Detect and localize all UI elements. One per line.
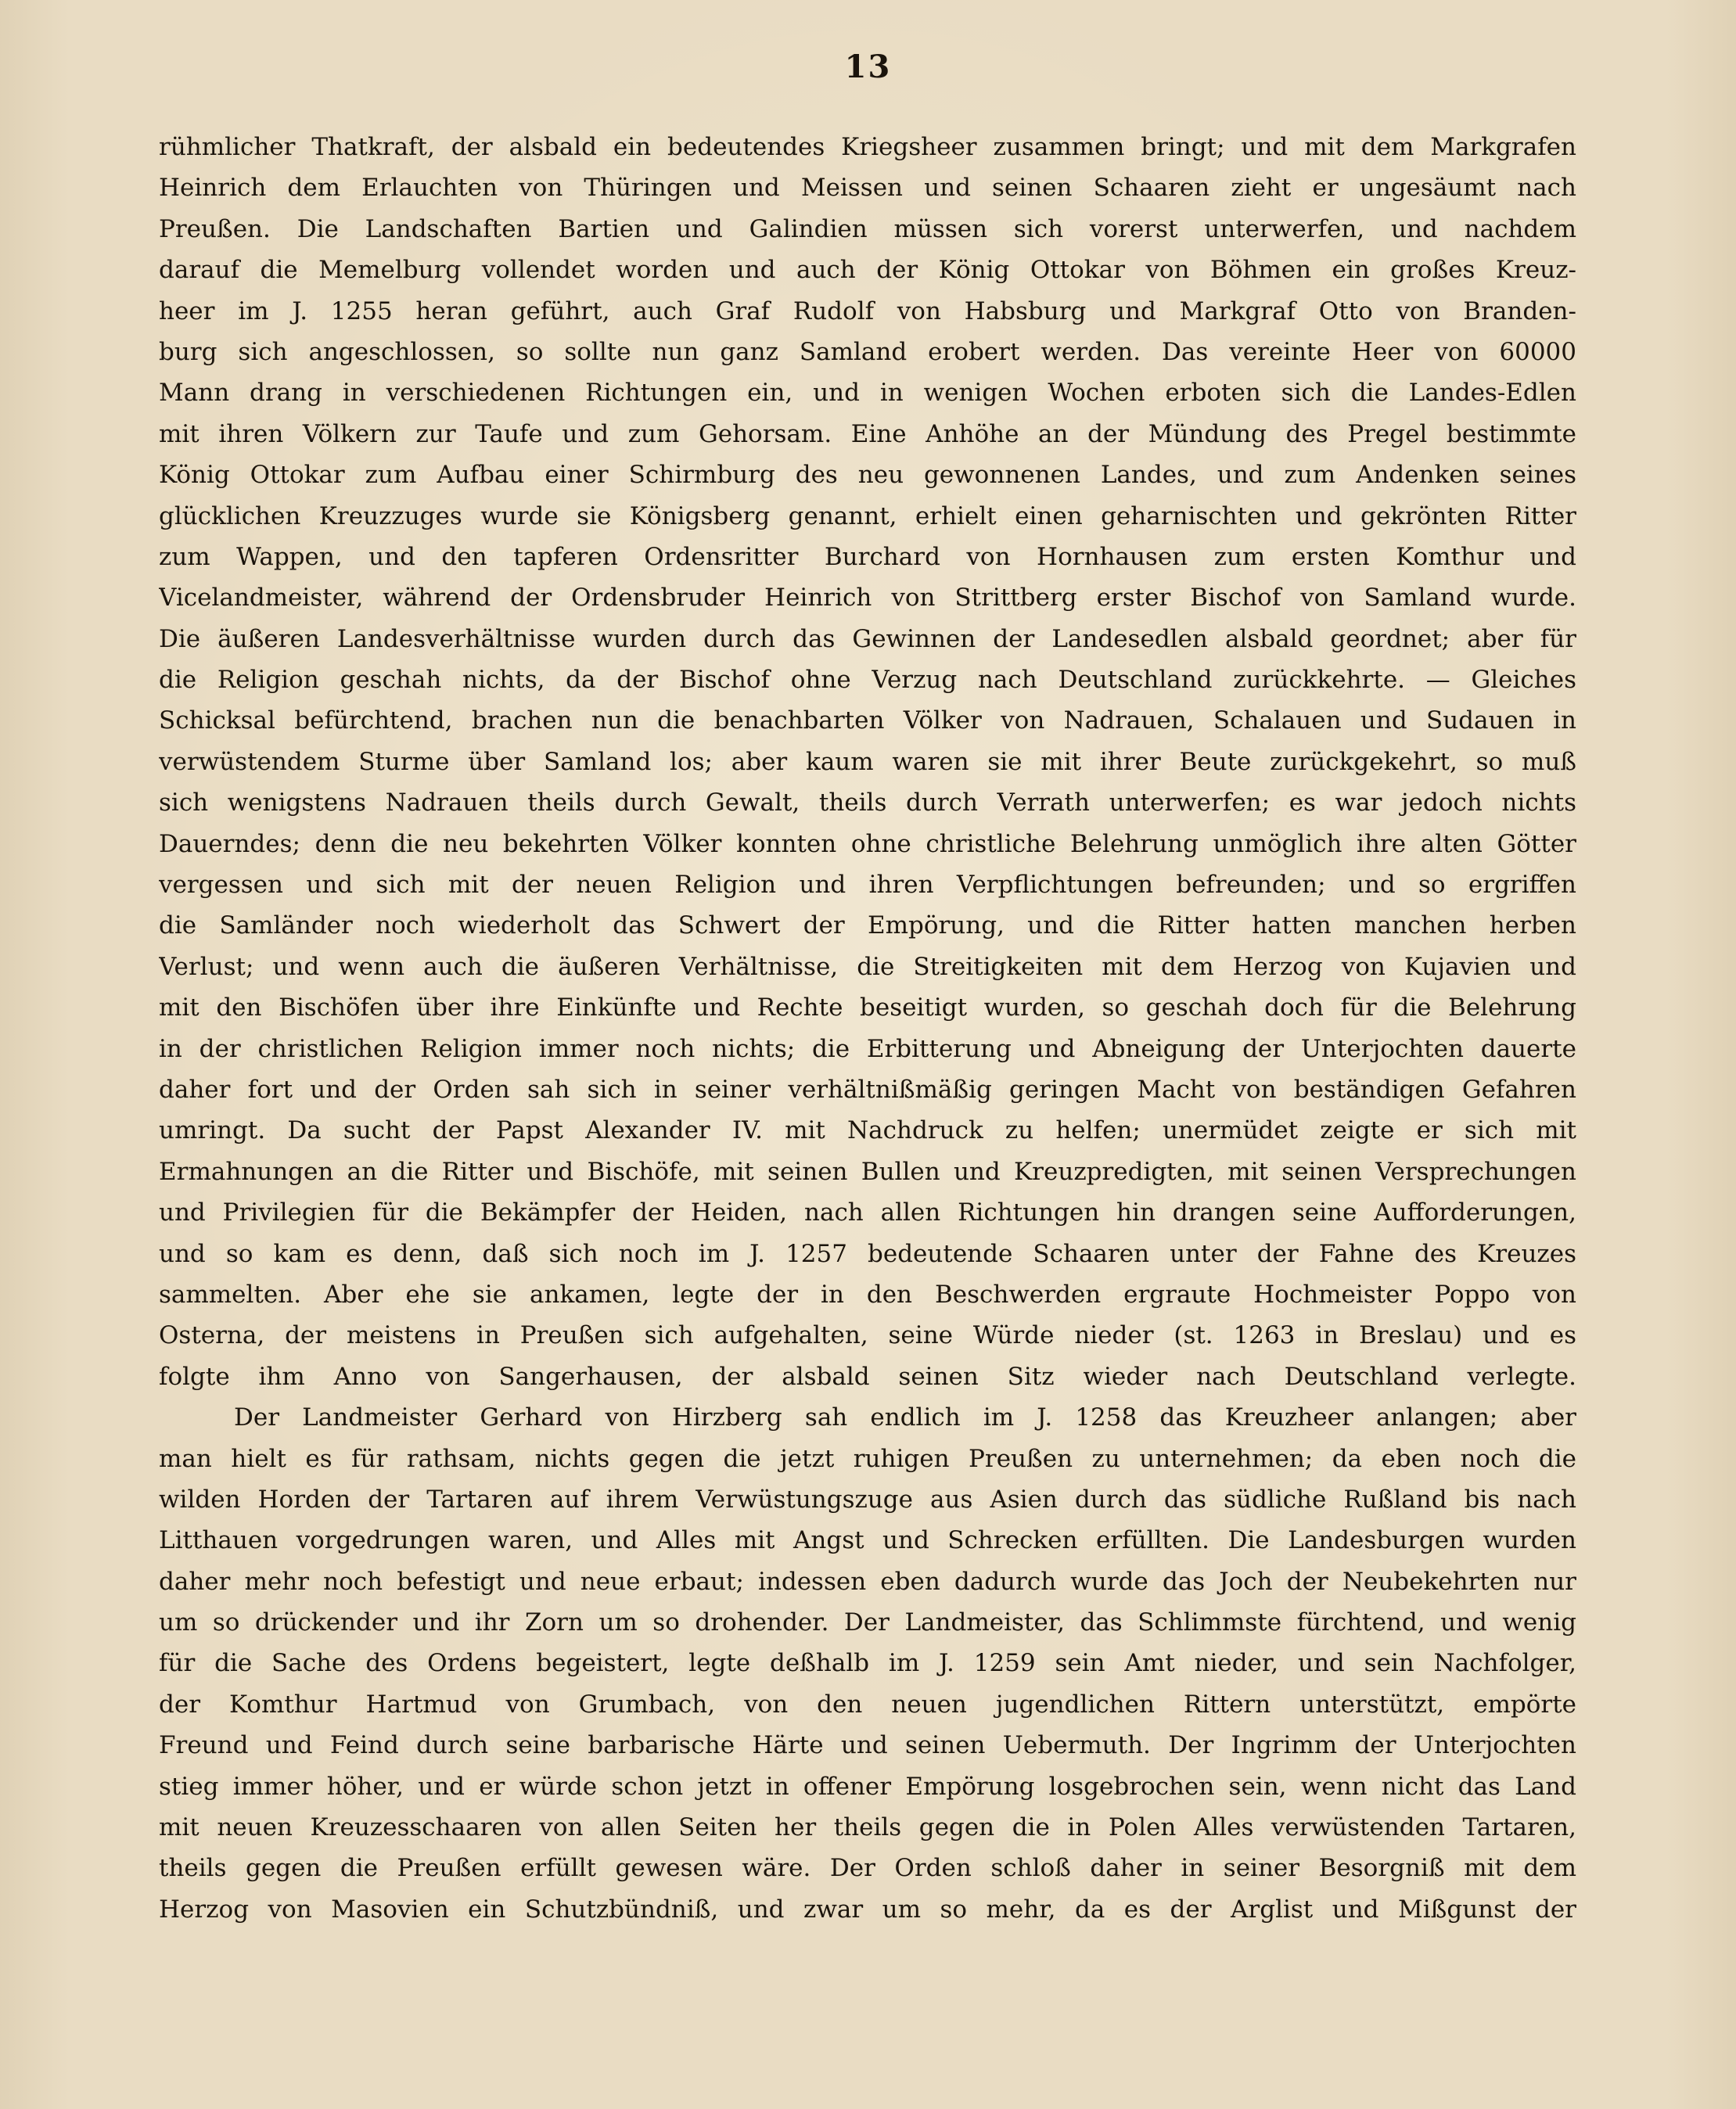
text-line: der Komthur Hartmud von Grumbach, von den neuen jugendlichen Rittern unterstützt, empörte xyxy=(159,1690,1576,1719)
text-line: mit den Bischöfen über ihre Einkünfte und Rechte beseitigt wurden, so geschah doch für die Belehrung xyxy=(159,993,1576,1022)
text-line: darauf die Memelburg vollendet worden und auch der König Ottokar von Böhmen ein großes Kreuz- xyxy=(159,256,1576,285)
text-line: heer im J. 1255 heran geführt, auch Graf Rudolf von Habsburg und Markgraf Otto von Branden- xyxy=(159,296,1576,325)
text-line: und Privilegien für die Bekämpfer der Heiden, nach allen Richtungen hin drangen seine Aufforderungen, xyxy=(159,1198,1576,1227)
text-line: verwüstendem Sturme über Samland los; aber kaum waren sie mit ihrer Beute zurückgekehrt, so muß xyxy=(159,747,1576,776)
text-line: zum Wappen, und den tapferen Ordensritter Burchard von Hornhausen zum ersten Komthur und xyxy=(159,542,1576,571)
text-line: Der Landmeister Gerhard von Hirzberg sah endlich im J. 1258 das Kreuzheer anlangen; aber xyxy=(234,1403,1576,1432)
text-line: Vicelandmeister, während der Ordensbruder Heinrich von Strittberg erster Bischof von Samland wurde. xyxy=(159,584,1576,613)
text-line: mit ihren Völkern zur Taufe und zum Gehorsam. Eine Anhöhe an der Mündung des Pregel bestimmte xyxy=(159,419,1576,448)
text-line: stieg immer höher, und er würde schon jetzt in offener Empörung losgebrochen sein, wenn nicht das Land xyxy=(159,1772,1576,1801)
text-line: Schicksal befürchtend, brachen nun die benachbarten Völker von Nadrauen, Schalauen und Sudauen in xyxy=(159,706,1576,735)
text-line: Freund und Feind durch seine barbarische Härte und seinen Uebermuth. Der Ingrimm der Unterjochten xyxy=(159,1731,1576,1760)
text-line: man hielt es für rathsam, nichts gegen die jetzt ruhigen Preußen zu unternehmen; da eben noch die xyxy=(159,1444,1576,1473)
text-line: in der christlichen Religion immer noch nichts; die Erbitterung und Abneigung der Unterjochten dauerte xyxy=(159,1034,1576,1063)
text-line: Dauerndes; denn die neu bekehrten Völker konnten ohne christliche Belehrung unmöglich ihre alten Götter xyxy=(159,829,1576,858)
text-line: Preußen. Die Landschaften Bartien und Galindien müssen sich vorerst unterwerfen, und nachdem xyxy=(159,214,1576,243)
page-number: 13 xyxy=(844,49,892,85)
text-line: theils gegen die Preußen erfüllt gewesen wäre. Der Orden schloß daher in seiner Besorgniß mit dem xyxy=(159,1854,1576,1883)
text-line: mit neuen Kreuzesschaaren von allen Seiten her theils gegen die in Polen Alles verwüstenden Tartaren, xyxy=(159,1813,1576,1842)
text-line: Osterna, der meistens in Preußen sich aufgehalten, seine Würde nieder (st. 1263 in Breslau) und es xyxy=(159,1321,1576,1350)
text-line: rühmlicher Thatkraft, der alsbald ein bedeutendes Kriegsheer zusammen bringt; und mit dem Markgrafen xyxy=(159,133,1576,161)
text-line: glücklichen Kreuzzuges wurde sie Königsberg genannt, erhielt einen geharnischten und gekrönten Ritter xyxy=(159,501,1576,530)
text-line: Mann drang in verschiedenen Richtungen ein, und in wenigen Wochen erboten sich die Landes-Edlen xyxy=(159,379,1576,408)
text-line: und so kam es denn, daß sich noch im J. 1257 bedeutende Schaaren unter der Fahne des Kreuzes xyxy=(159,1239,1576,1268)
text-line: Litthauen vorgedrungen waren, und Alles mit Angst und Schrecken erfüllten. Die Landesburgen wurden xyxy=(159,1526,1576,1555)
text-line: umringt. Da sucht der Papst Alexander IV. mit Nachdruck zu helfen; unermüdet zeigte er sich mit xyxy=(159,1116,1576,1145)
text-line: burg sich angeschlossen, so sollte nun ganz Samland erobert werden. Das vereinte Heer von 60000 xyxy=(159,337,1576,366)
text-line: Heinrich dem Erlauchten von Thüringen und Meissen und seinen Schaaren zieht er ungesäumt nach xyxy=(159,174,1576,203)
text-line: die Religion geschah nichts, da der Bischof ohne Verzug nach Deutschland zurückkehrte. — Gleiches xyxy=(159,666,1576,695)
text-line: die Samländer noch wiederholt das Schwert der Empörung, und die Ritter hatten manchen herben xyxy=(159,911,1576,940)
text-line: für die Sache des Ordens begeistert, legte deßhalb im J. 1259 sein Amt nieder, und sein Nachfolger, xyxy=(159,1649,1576,1678)
text-line: sammelten. Aber ehe sie ankamen, legte der in den Beschwerden ergraute Hochmeister Poppo von xyxy=(159,1280,1576,1309)
text-line: Herzog von Masovien ein Schutzbündniß, und zwar um so mehr, da es der Arglist und Mißgunst der xyxy=(159,1895,1576,1924)
body-text xyxy=(159,127,1576,1930)
text-line: daher fort und der Orden sah sich in seiner verhältnißmäßig geringen Macht von beständigen Gefahren xyxy=(159,1075,1576,1104)
text-line: Verlust; und wenn auch die äußeren Verhältnisse, die Streitigkeiten mit dem Herzog von Kujavien und xyxy=(159,952,1576,981)
text-line: Die äußeren Landesverhältnisse wurden durch das Gewinnen der Landesedlen alsbald geordnet; aber für xyxy=(159,624,1576,653)
text-line: König Ottokar zum Aufbau einer Schirmburg des neu gewonnenen Landes, und zum Andenken seines xyxy=(159,461,1576,490)
text-line: vergessen und sich mit der neuen Religion und ihren Verpflichtungen befreunden; und so ergriffen xyxy=(159,871,1576,900)
text-line: Ermahnungen an die Ritter und Bischöfe, mit seinen Bullen und Kreuzpredigten, mit seinen Versprechungen xyxy=(159,1157,1576,1186)
text-line: wilden Horden der Tartaren auf ihrem Verwüstungszuge aus Asien durch das südliche Rußland bis nach xyxy=(159,1485,1576,1514)
text-line: um so drückender und ihr Zorn um so drohender. Der Landmeister, das Schlimmste fürchtend, und wenig xyxy=(159,1608,1576,1637)
text-line: folgte ihm Anno von Sangerhausen, der alsbald seinen Sitz wieder nach Deutschland verlegte. xyxy=(159,1362,1576,1391)
text-line: daher mehr noch befestigt und neue erbaut; indessen eben dadurch wurde das Joch der Neubekehrten nur xyxy=(159,1567,1576,1596)
text-line: sich wenigstens Nadrauen theils durch Gewalt, theils durch Verrath unterwerfen; es war jedoch nichts xyxy=(159,789,1576,817)
